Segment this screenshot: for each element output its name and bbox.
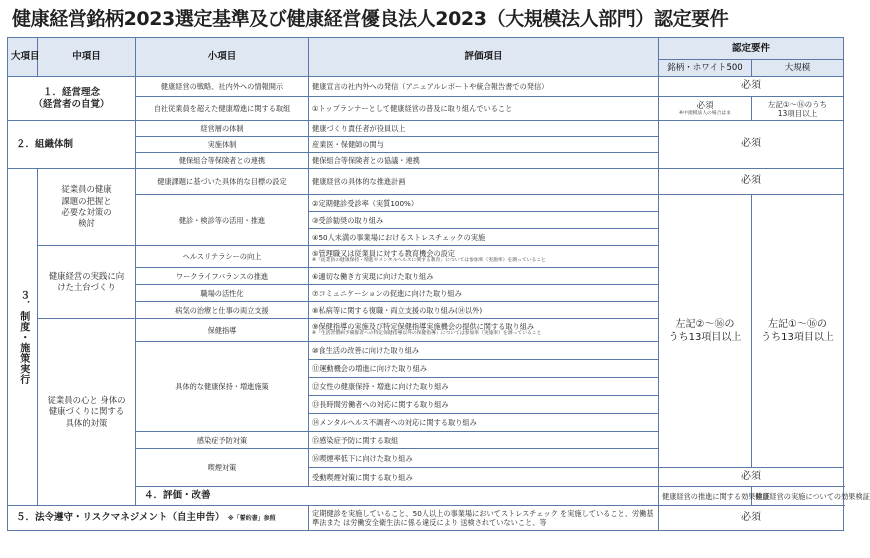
sec5-req: 必須 (659, 506, 844, 531)
sec2-eval-3: 健保組合等保険者との協議・連携 (309, 153, 659, 169)
sec2-eval-2: 産業医・保健師の関与 (309, 137, 659, 153)
sec3-g3-eval-4: ⑫女性の健康保持・増進に向けた取り組み (309, 378, 659, 396)
sec3-g2-eval-1-text: ⑤管理職又は従業員に対する教育機会の設定 (312, 248, 456, 258)
sec3-g3-eval-1-text: ⑨保健指導の実施及び特定保健指導実施機会の提供に関する取り組み (312, 322, 535, 332)
sec1-eval-1: 健康宣言の社内外への発信（アニュアルレポートや統合報告書での発信） (309, 77, 659, 97)
sec4-major: ４．評価・改善 (136, 487, 659, 506)
sec3-g3-eval-8: ⑯喫煙率低下に向けた取り組み (309, 449, 659, 468)
sec3-g1-middle: 従業員の健康 課題の把握と 必要な対策の 検討 (38, 169, 136, 246)
sec1-req-2b: 左記①～⑯のうち 13項目以上 (752, 97, 844, 121)
sec3-g1-eval-2: ②定期健診受診率（実質100%） (309, 195, 659, 212)
sec3-g2-middle: 健康経営の実践に向 けた土台づくり (38, 246, 136, 319)
sec3-g1-eval-1: 健康経営の具体的な推進計画 (309, 169, 659, 195)
sec3-g2-minor-4: 病気の治療と仕事の両立支援 (136, 302, 309, 319)
sec3-g3-eval-9: 受動喫煙対策に関する取り組み (309, 468, 659, 487)
header-req-meigara: 銘柄・ホワイト500 (659, 60, 752, 77)
sec3-g2-eval-1-note: ※「従業員の健康保持・増進やメンタルヘルスに関する教育」については参加率（実施率）を測っていること (312, 257, 546, 263)
sec2-minor-1: 経営層の体制 (136, 121, 309, 137)
sec3-major: ３．制度・施策実行 (8, 169, 38, 506)
header-eval: 評価項目 (309, 38, 659, 77)
sec3-g3-minor-3: 感染症予防対策 (136, 432, 309, 449)
sec3-g3-req-smoking: 必須 (659, 468, 844, 487)
sec3-g3-middle: 従業員の心と 身体の 健康づくりに関する 具体的対策 (38, 319, 136, 506)
sec1-req-1: 必須 (659, 77, 844, 97)
sec3-g1-req-1: 必須 (659, 169, 844, 195)
sec3-g2-minor-3: 職場の活性化 (136, 285, 309, 302)
sec5-major (8, 506, 309, 531)
sec2-req: 必須 (659, 121, 844, 169)
header-minor: 小項目 (136, 38, 309, 77)
sec3-g3-eval-1 (309, 319, 659, 342)
sec4-minor: 健康経営の推進に関する効果検証 (659, 487, 752, 506)
sec3-g3-eval-7: ⑮感染症予防に関する取組 (309, 432, 659, 449)
sec5-eval: 定期健診を実施していること、50人以上の事業場においてストレスチェック を実施していること、労働基準法また は労働安全衛生法に係る違反により 送検されていないこと、等 (309, 506, 659, 531)
sec2-eval-1: 健康づくり責任者が役員以上 (309, 121, 659, 137)
sec2-minor-2: 実施体制 (136, 137, 309, 153)
sec3-req-meigara: 左記②～⑯の うち13項目以上 (659, 195, 752, 468)
sec3-g1-eval-3: ③受診勧奨の取り組み (309, 212, 659, 229)
header-req-large: 大規模 (752, 60, 844, 77)
sec3-g3-minor-2: 具体的な健康保持・増進施策 (136, 342, 309, 432)
sec1-major: １．経営理念 （経営者の自覚） (8, 77, 136, 121)
sec3-g2-minor-1: ヘルスリテラシーの向上 (136, 246, 309, 268)
sec3-req-large: 左記①～⑯の うち13項目以上 (752, 195, 844, 468)
sec5-major-text: ５．法令遵守・リスクマネジメント（自主申告） (16, 512, 225, 524)
sec3-g1-minor-2: 健診・検診等の活用・推進 (136, 195, 309, 246)
sec5-major-note: ※「誓約書」参照 (227, 515, 276, 523)
sec1-req-2a (659, 97, 752, 121)
sec3-g2-eval-1 (309, 246, 659, 268)
sec3-g3-minor-4: 喫煙対策 (136, 449, 309, 487)
header-requirements: 認定要件 (659, 38, 844, 60)
sec3-g3-eval-1-note: ※「生活習慣病予備群者への特定保健指導以外の保健指導」については参加率（実施率）を測っていること (312, 331, 542, 337)
sec3-g3-minor-1: 保健指導 (136, 319, 309, 342)
sec1-req-2a-label: 必須 (696, 100, 714, 111)
sec4-eval: 健康経営の実施についての効果検証 (752, 487, 844, 506)
sec3-g2-eval-3: ⑦コミュニケーションの促進に向けた取り組み (309, 285, 659, 302)
sec3-g2-eval-4: ⑧私病等に関する復職・両立支援の取り組み(⑭以外) (309, 302, 659, 319)
sec2-minor-3: 健保組合等保険者との連携 (136, 153, 309, 169)
sec3-g2-minor-2: ワークライフバランスの推進 (136, 268, 309, 285)
sec1-req-2a-note: ※中規模法人の場合はま (679, 110, 731, 116)
sec3-g3-eval-2: ⑩食生活の改善に向けた取り組み (309, 342, 659, 360)
sec2-major: ２．組織体制 (8, 121, 136, 169)
sec3-g2-eval-2: ⑥適切な働き方実現に向けた取り組み (309, 268, 659, 285)
sec3-g1-minor-1: 健康課題に基づいた具体的な目標の設定 (136, 169, 309, 195)
sec1-minor-2: 自社従業員を超えた健康増進に関する取組 (136, 97, 309, 121)
sec3-g3-eval-5: ⑬長時間労働者への対応に関する取り組み (309, 396, 659, 414)
sec3-g1-eval-4: ④50人未満の事業場におけるストレスチェックの実施 (309, 229, 659, 246)
sec1-eval-2: ①トップランナーとして健康経営の普及に取り組んでいること (309, 97, 659, 121)
header-middle: 中項目 (38, 38, 136, 77)
header-major: 大項目 (8, 38, 38, 77)
page-title: 健康経営銘柄2023選定基準及び健康経営優良法人2023（大規模法人部門）認定要件 (12, 8, 729, 30)
sec3-g3-eval-3: ⑪運動機会の増進に向けた取り組み (309, 360, 659, 378)
sec3-g3-eval-6: ⑭メンタルヘルス不調者への対応に関する取り組み (309, 414, 659, 432)
sec1-minor-1: 健康経営の戦略、社内外への情報開示 (136, 77, 309, 97)
requirements-table (7, 37, 870, 531)
